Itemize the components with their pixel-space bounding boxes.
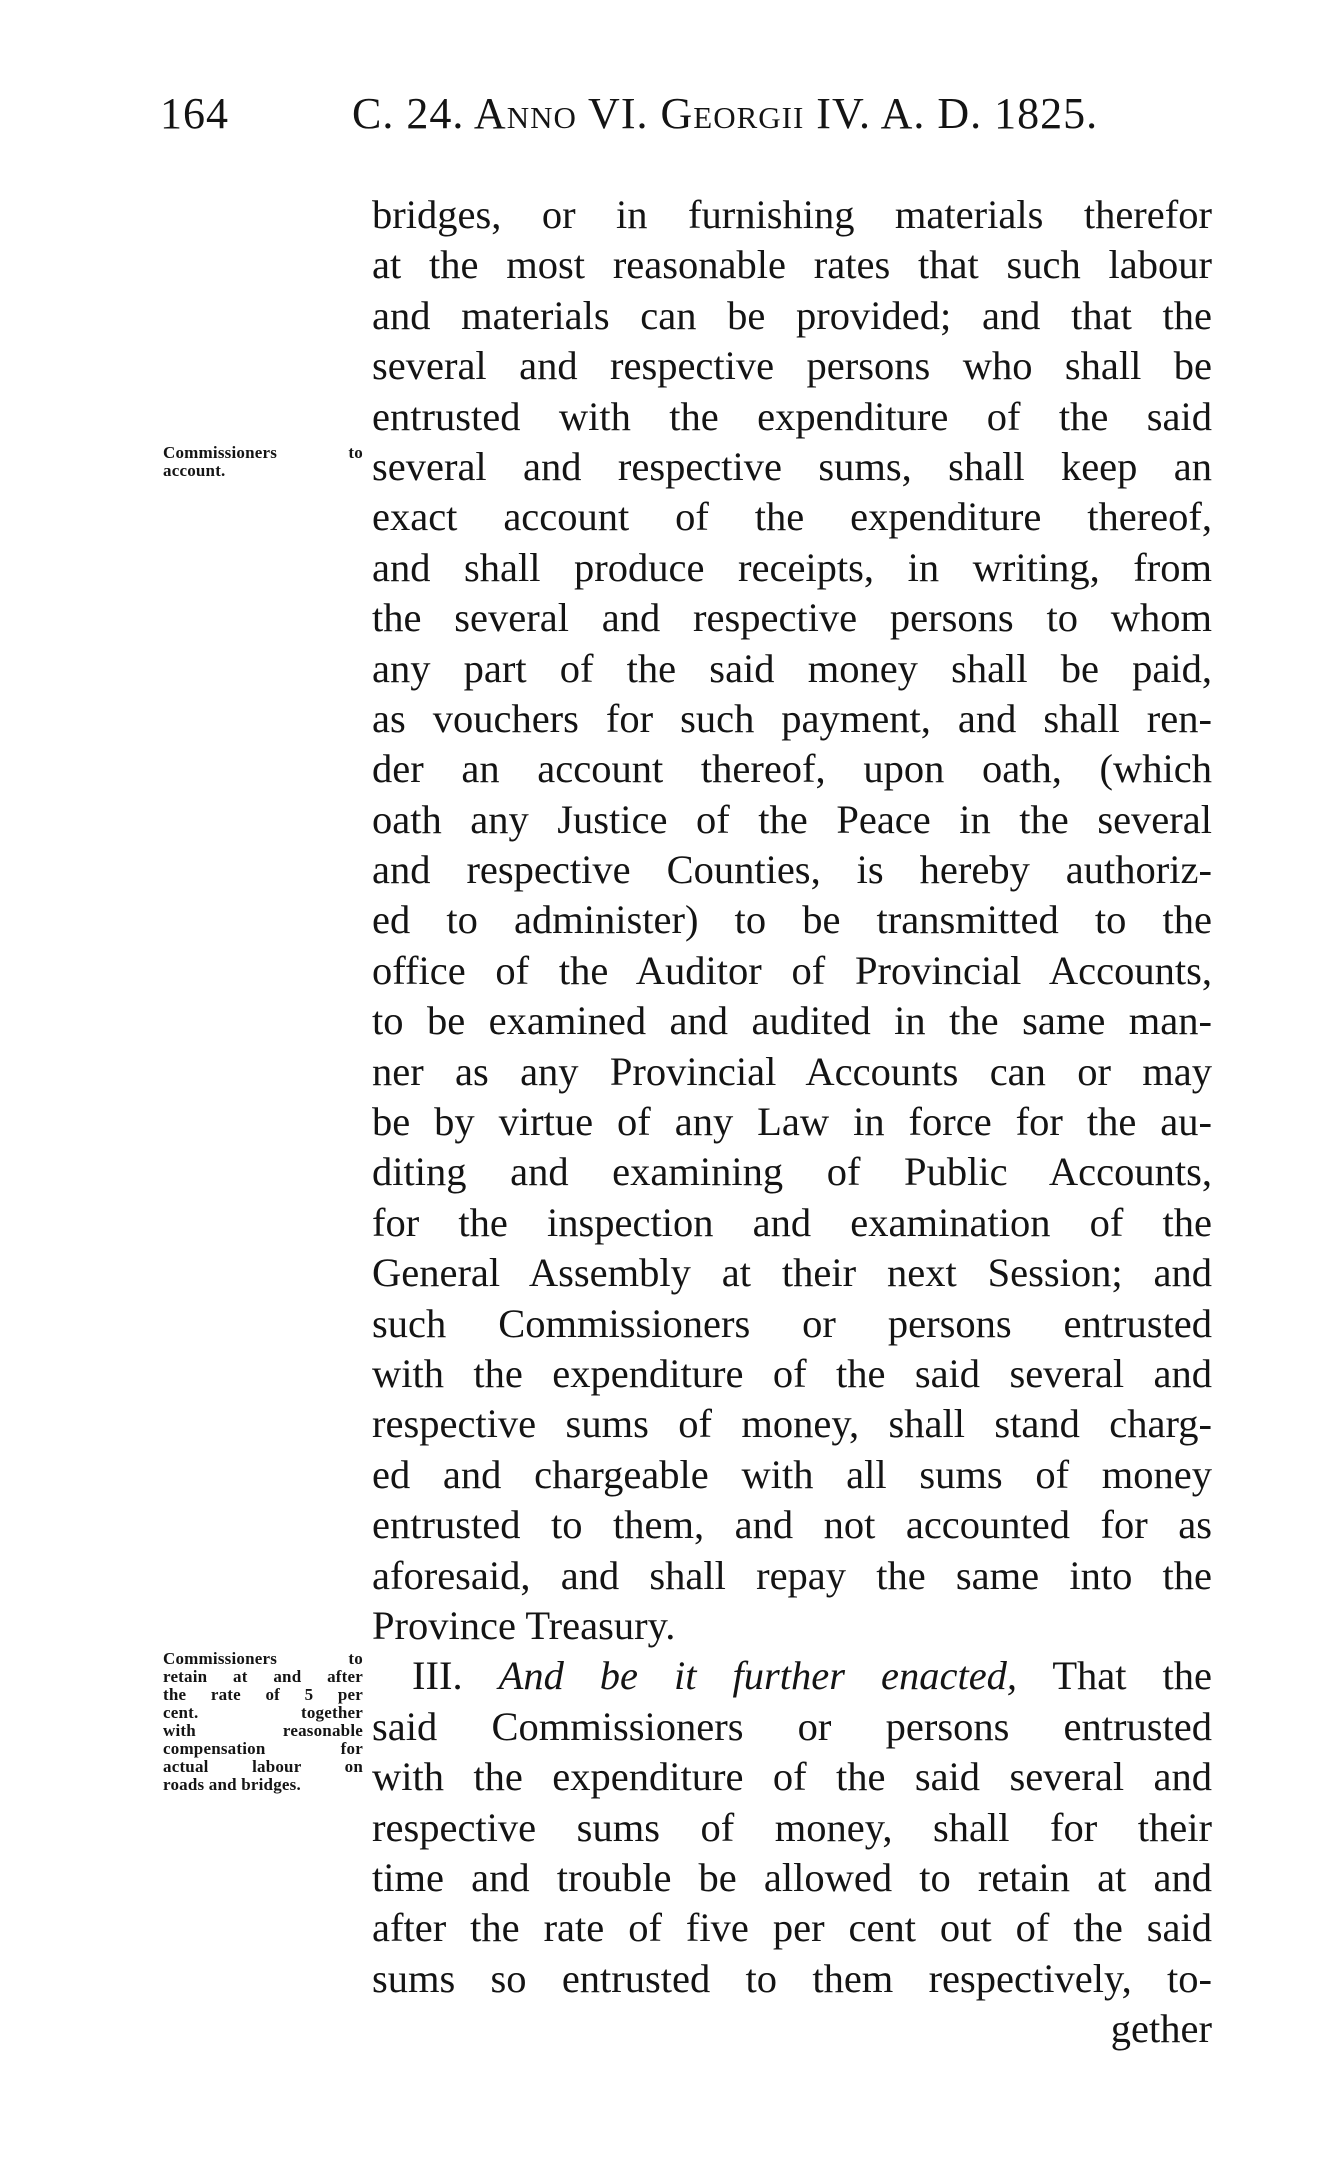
section-first-line-rest: That the [1052, 1653, 1212, 1699]
text-line: after the rate of five per cent out of the said [372, 1905, 1212, 1951]
margin-note-line: actual labour on [163, 1757, 363, 1776]
margin-note-line: cent. together [163, 1703, 363, 1722]
margin-note-line: with reasonable [163, 1721, 363, 1740]
text-line: ed and chargeable with all sums of money [372, 1451, 1212, 1497]
text-line: Province Treasury. [372, 1602, 676, 1648]
text-line: said Commissioners or persons entrusted [372, 1703, 1212, 1749]
margin-note-line: the rate of 5 per [163, 1685, 363, 1704]
section-number: III. [412, 1653, 463, 1699]
margin-note-retain [163, 1650, 363, 1794]
text-line: ner as any Provincial Accounts can or may [372, 1048, 1212, 1094]
text-line: to be examined and audited in the same man- [372, 998, 1212, 1044]
text-line: with the expenditure of the said several and [372, 1754, 1212, 1800]
margin-note-line: roads and bridges. [163, 1775, 301, 1794]
text-line: aforesaid, and shall repay the same into the [372, 1552, 1212, 1598]
margin-note-account [163, 444, 363, 480]
text-line: ed to administer) to be transmitted to the [372, 897, 1212, 943]
text-line: sums so entrusted to them respectively, to- [372, 1955, 1212, 2001]
text-line: time and trouble be allowed to retain at and [372, 1854, 1212, 1900]
text-line: entrusted with the expenditure of the said [372, 393, 1212, 439]
margin-note-line: Commissioners to [163, 1649, 363, 1668]
text-line: respective sums of money, shall stand charg- [372, 1401, 1212, 1447]
text-line: as vouchers for such payment, and shall ren- [372, 695, 1212, 741]
text-line: for the inspection and examination of the [372, 1199, 1212, 1245]
text-line: such Commissioners or persons entrusted [372, 1300, 1212, 1346]
margin-note-line: compensation for [163, 1739, 363, 1758]
margin-note-line: retain at and after [163, 1667, 363, 1686]
text-line: several and respective persons who shall be [372, 343, 1212, 389]
body-text [372, 190, 1212, 2054]
page-number: 164 [160, 89, 229, 138]
text-line: and materials can be provided; and that the [372, 292, 1212, 338]
text-line: be by virtue of any Law in force for the au- [372, 1099, 1212, 1145]
text-line: bridges, or in furnishing materials therefor [372, 192, 1212, 237]
text-line: respective sums of money, shall for their [372, 1804, 1212, 1850]
text-line: the several and respective persons to whom [372, 595, 1212, 641]
catchword: gether [1110, 2006, 1212, 2052]
text-line: at the most reasonable rates that such labour [372, 242, 1212, 288]
page-header [160, 88, 1220, 148]
text-line: oath any Justice of the Peace in the several [372, 796, 1212, 842]
text-line: any part of the said money shall be paid, [372, 645, 1212, 691]
margin-note-line: account. [163, 461, 226, 480]
text-line: several and respective sums, shall keep an [372, 443, 1212, 489]
section-heading-line [372, 1651, 1212, 1701]
text-line: and shall produce receipts, in writing, from [372, 544, 1212, 590]
text-line: exact account of the expenditure thereof, [372, 494, 1212, 540]
text-line: diting and examining of Public Accounts, [372, 1149, 1212, 1195]
text-line: office of the Auditor of Provincial Accounts, [372, 947, 1212, 993]
text-line: General Assembly at their next Session; and [372, 1250, 1212, 1296]
enacting-clause: And be it further enacted, [498, 1653, 1018, 1699]
text-line: and respective Counties, is hereby authoriz- [372, 847, 1212, 893]
text-line: with the expenditure of the said several and [372, 1350, 1212, 1396]
margin-note-line: Commissioners to [163, 443, 363, 462]
text-line: der an account thereof, upon oath, (which [372, 746, 1212, 792]
running-head: C. 24. Anno VI. Georgii IV. A. D. 1825. [352, 89, 1099, 138]
text-line: entrusted to them, and not accounted for as [372, 1502, 1212, 1548]
